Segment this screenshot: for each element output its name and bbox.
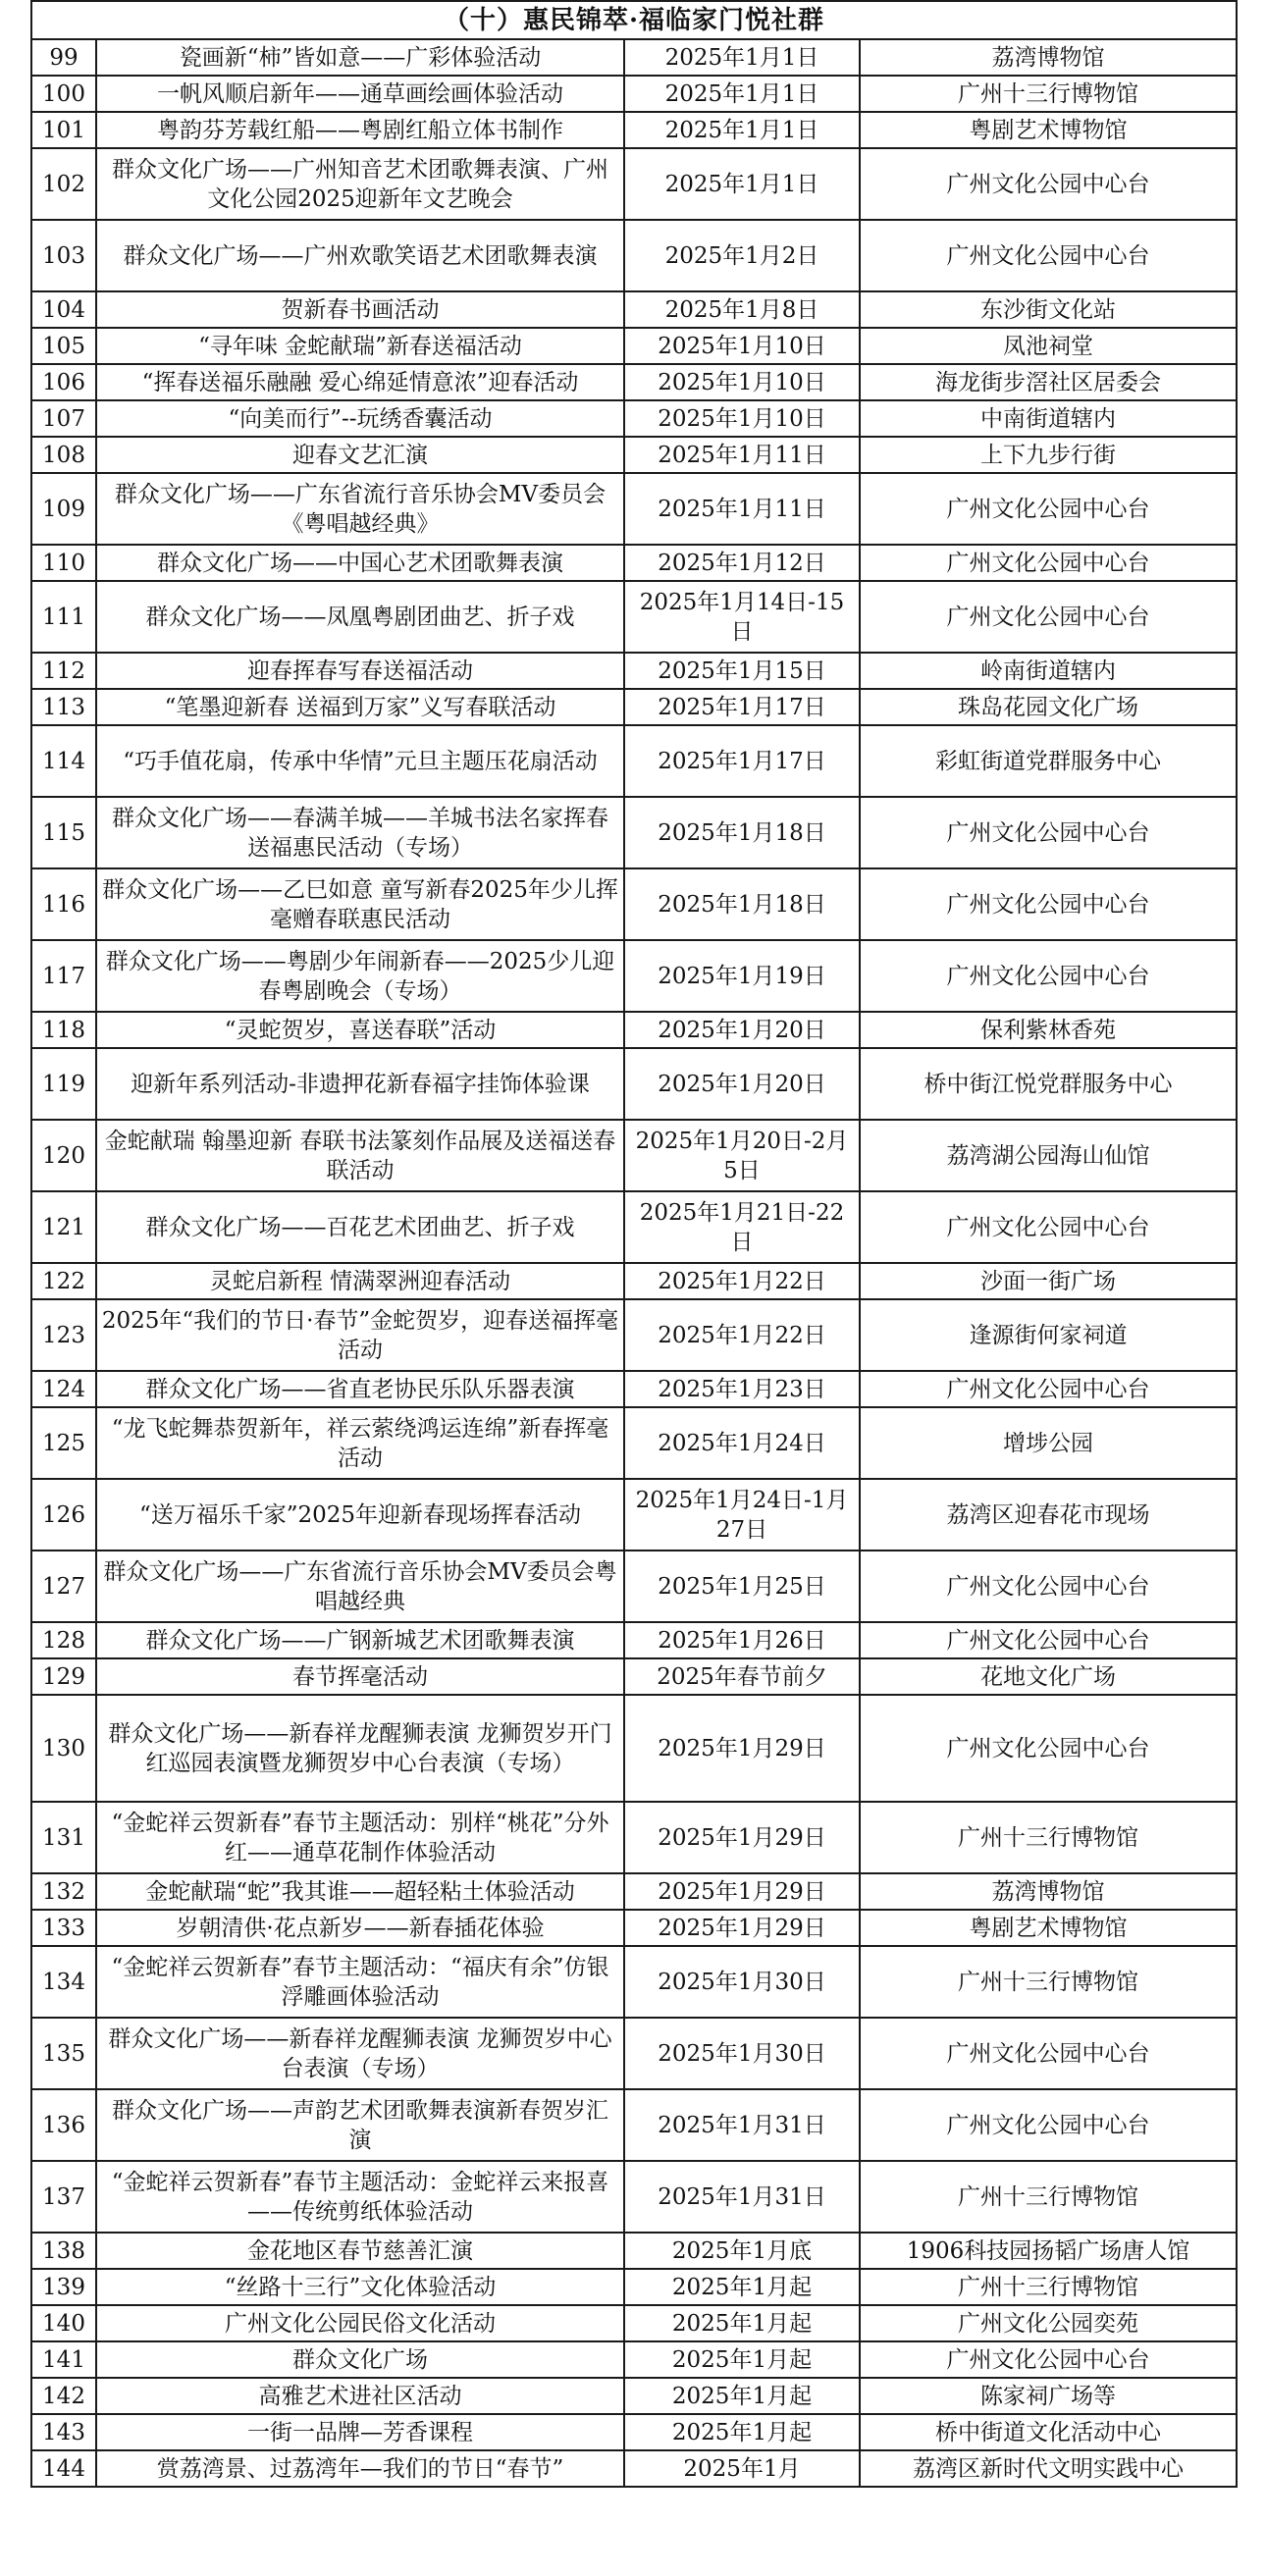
cell-date: 2025年1月25日	[624, 1551, 860, 1622]
cell-venue: 彩虹街道党群服务中心	[860, 725, 1237, 797]
cell-event-name: 群众文化广场——中国心艺术团歌舞表演	[96, 545, 624, 581]
cell-venue: 广州文化公园中心台	[860, 148, 1237, 220]
cell-date: 2025年1月起	[624, 2269, 860, 2305]
cell-number: 110	[31, 545, 96, 581]
cell-date: 2025年1月29日	[624, 1695, 860, 1802]
cell-number: 104	[31, 291, 96, 328]
cell-date: 2025年1月8日	[624, 291, 860, 328]
cell-date: 2025年1月21日-22日	[624, 1191, 860, 1263]
cell-event-name: “龙飞蛇舞恭贺新年，祥云萦绕鸿运连绵”新春挥毫活动	[96, 1407, 624, 1479]
table-row	[31, 2089, 1237, 2161]
table-row	[31, 2341, 1237, 2378]
cell-venue: 荔湾博物馆	[860, 39, 1237, 76]
cell-event-name: “笔墨迎新春 送福到万家”义写春联活动	[96, 689, 624, 725]
cell-date: 2025年1月起	[624, 2341, 860, 2378]
cell-venue: 广州十三行博物馆	[860, 2161, 1237, 2233]
cell-number: 133	[31, 1910, 96, 1946]
cell-date: 2025年1月底	[624, 2233, 860, 2269]
cell-event-name: 瓷画新“柿”皆如意——广彩体验活动	[96, 39, 624, 76]
cell-venue: 珠岛花园文化广场	[860, 689, 1237, 725]
table-row	[31, 2018, 1237, 2089]
cell-date: 2025年1月24日	[624, 1407, 860, 1479]
cell-date: 2025年1月23日	[624, 1371, 860, 1407]
cell-venue: 广州文化公园奕苑	[860, 2305, 1237, 2341]
cell-number: 105	[31, 328, 96, 364]
table-row	[31, 1622, 1237, 1658]
cell-number: 125	[31, 1407, 96, 1479]
cell-venue: 广州文化公园中心台	[860, 2341, 1237, 2378]
cell-venue: 广州文化公园中心台	[860, 220, 1237, 291]
cell-event-name: 群众文化广场——广州欢歌笑语艺术团歌舞表演	[96, 220, 624, 291]
cell-event-name: 群众文化广场——广钢新城艺术团歌舞表演	[96, 1622, 624, 1658]
cell-date: 2025年1月起	[624, 2305, 860, 2341]
table-row	[31, 39, 1237, 76]
event-schedule-sheet	[30, 0, 1236, 2488]
cell-number: 135	[31, 2018, 96, 2089]
cell-event-name: 群众文化广场——春满羊城——羊城书法名家挥春送福惠民活动（专场）	[96, 797, 624, 868]
cell-date: 2025年1月24日-1月27日	[624, 1479, 860, 1551]
cell-venue: 粤剧艺术博物馆	[860, 112, 1237, 148]
cell-date: 2025年1月10日	[624, 364, 860, 400]
table-row	[31, 2414, 1237, 2450]
cell-number: 113	[31, 689, 96, 725]
table-row	[31, 940, 1237, 1012]
cell-number: 128	[31, 1622, 96, 1658]
table-row	[31, 1551, 1237, 1622]
cell-number: 100	[31, 76, 96, 112]
cell-event-name: “寻年味 金蛇献瑞”新春送福活动	[96, 328, 624, 364]
cell-venue: 广州十三行博物馆	[860, 1802, 1237, 1873]
cell-number: 118	[31, 1012, 96, 1048]
cell-event-name: 群众文化广场——乙巳如意 童写新春2025年少儿挥毫赠春联惠民活动	[96, 868, 624, 940]
cell-event-name: 群众文化广场——省直老协民乐队乐器表演	[96, 1371, 624, 1407]
cell-event-name: 群众文化广场——粤剧少年闹新春——2025少儿迎春粤剧晚会（专场）	[96, 940, 624, 1012]
cell-date: 2025年1月2日	[624, 220, 860, 291]
cell-event-name: 一帆风顺启新年——通草画绘画体验活动	[96, 76, 624, 112]
cell-event-name: 一街一品牌—芳香课程	[96, 2414, 624, 2450]
cell-number: 139	[31, 2269, 96, 2305]
cell-event-name: 高雅艺术进社区活动	[96, 2378, 624, 2414]
cell-event-name: 群众文化广场——新春祥龙醒狮表演 龙狮贺岁中心台表演（专场）	[96, 2018, 624, 2089]
cell-venue: 桥中街江悦党群服务中心	[860, 1048, 1237, 1120]
cell-date: 2025年1月14日-15日	[624, 581, 860, 653]
cell-date: 2025年1月18日	[624, 868, 860, 940]
cell-event-name: 岁朝清供·花点新岁——新春插花体验	[96, 1910, 624, 1946]
cell-number: 120	[31, 1120, 96, 1191]
cell-venue: 广州文化公园中心台	[860, 1371, 1237, 1407]
cell-date: 2025年1月起	[624, 2414, 860, 2450]
cell-venue: 1906科技园扬韬广场唐人馆	[860, 2233, 1237, 2269]
table-row	[31, 1191, 1237, 1263]
section-title-row	[31, 1, 1237, 39]
table-row	[31, 1873, 1237, 1910]
table-row	[31, 400, 1237, 437]
cell-date: 2025年1月22日	[624, 1263, 860, 1299]
table-row	[31, 220, 1237, 291]
cell-number: 137	[31, 2161, 96, 2233]
cell-event-name: 群众文化广场——百花艺术团曲艺、折子戏	[96, 1191, 624, 1263]
cell-event-name: 赏荔湾景、过荔湾年—我们的节日“春节”	[96, 2450, 624, 2487]
cell-number: 132	[31, 1873, 96, 1910]
cell-event-name: 金蛇献瑞“蛇”我其谁——超轻粘土体验活动	[96, 1873, 624, 1910]
table-row	[31, 2450, 1237, 2487]
cell-event-name: 春节挥毫活动	[96, 1658, 624, 1695]
cell-venue: 广州文化公园中心台	[860, 797, 1237, 868]
table-row	[31, 364, 1237, 400]
cell-number: 140	[31, 2305, 96, 2341]
cell-number: 114	[31, 725, 96, 797]
table-row	[31, 1658, 1237, 1695]
cell-event-name: “巧手值花扇，传承中华情”元旦主题压花扇活动	[96, 725, 624, 797]
table-row	[31, 2378, 1237, 2414]
cell-date: 2025年1月20日	[624, 1012, 860, 1048]
event-table	[30, 0, 1238, 2488]
table-row	[31, 2269, 1237, 2305]
cell-venue: 广州文化公园中心台	[860, 2089, 1237, 2161]
cell-event-name: “送万福乐千家”2025年迎新春现场挥春活动	[96, 1479, 624, 1551]
cell-date: 2025年1月22日	[624, 1299, 860, 1371]
cell-event-name: “丝路十三行”文化体验活动	[96, 2269, 624, 2305]
cell-venue: 粤剧艺术博物馆	[860, 1910, 1237, 1946]
cell-venue: 中南街道辖内	[860, 400, 1237, 437]
cell-number: 141	[31, 2341, 96, 2378]
cell-event-name: 群众文化广场——声韵艺术团歌舞表演新春贺岁汇演	[96, 2089, 624, 2161]
cell-venue: 增埗公园	[860, 1407, 1237, 1479]
cell-number: 142	[31, 2378, 96, 2414]
cell-number: 138	[31, 2233, 96, 2269]
cell-event-name: 广州文化公园民俗文化活动	[96, 2305, 624, 2341]
cell-number: 126	[31, 1479, 96, 1551]
cell-venue: 桥中街道文化活动中心	[860, 2414, 1237, 2450]
table-row	[31, 689, 1237, 725]
table-row	[31, 868, 1237, 940]
table-row	[31, 1371, 1237, 1407]
cell-venue: 东沙街文化站	[860, 291, 1237, 328]
cell-date: 2025年1月30日	[624, 1946, 860, 2018]
table-row	[31, 1479, 1237, 1551]
cell-event-name: 粤韵芬芳载红船——粤剧红船立体书制作	[96, 112, 624, 148]
table-row	[31, 1802, 1237, 1873]
cell-venue: 广州文化公园中心台	[860, 1551, 1237, 1622]
cell-date: 2025年1月1日	[624, 76, 860, 112]
cell-number: 101	[31, 112, 96, 148]
cell-date: 2025年1月20日-2月5日	[624, 1120, 860, 1191]
cell-event-name: 金蛇献瑞 翰墨迎新 春联书法篆刻作品展及送福送春联活动	[96, 1120, 624, 1191]
table-row	[31, 1407, 1237, 1479]
cell-venue: 广州文化公园中心台	[860, 473, 1237, 545]
cell-number: 127	[31, 1551, 96, 1622]
cell-event-name: 迎春文艺汇演	[96, 437, 624, 473]
table-row	[31, 76, 1237, 112]
section-title: （十）惠民锦萃·福临家门悦社群	[31, 1, 1237, 39]
table-row	[31, 1120, 1237, 1191]
cell-venue: 荔湾湖公园海山仙馆	[860, 1120, 1237, 1191]
table-row	[31, 437, 1237, 473]
table-row	[31, 112, 1237, 148]
cell-date: 2025年1月29日	[624, 1802, 860, 1873]
cell-venue: 海龙街步滘社区居委会	[860, 364, 1237, 400]
table-row	[31, 1263, 1237, 1299]
cell-date: 2025年1月1日	[624, 112, 860, 148]
cell-venue: 广州文化公园中心台	[860, 581, 1237, 653]
cell-number: 112	[31, 653, 96, 689]
cell-number: 109	[31, 473, 96, 545]
cell-number: 111	[31, 581, 96, 653]
table-row	[31, 148, 1237, 220]
event-rows	[31, 39, 1237, 2487]
cell-event-name: 迎春挥春写春送福活动	[96, 653, 624, 689]
cell-venue: 保利紫林香苑	[860, 1012, 1237, 1048]
cell-venue: 沙面一街广场	[860, 1263, 1237, 1299]
cell-venue: 广州文化公园中心台	[860, 1622, 1237, 1658]
cell-venue: 陈家祠广场等	[860, 2378, 1237, 2414]
cell-number: 102	[31, 148, 96, 220]
cell-venue: 荔湾区新时代文明实践中心	[860, 2450, 1237, 2487]
cell-date: 2025年1月18日	[624, 797, 860, 868]
cell-date: 2025年1月11日	[624, 437, 860, 473]
cell-number: 116	[31, 868, 96, 940]
cell-number: 122	[31, 1263, 96, 1299]
cell-date: 2025年1月	[624, 2450, 860, 2487]
cell-number: 107	[31, 400, 96, 437]
table-row	[31, 291, 1237, 328]
table-row	[31, 2161, 1237, 2233]
cell-venue: 荔湾博物馆	[860, 1873, 1237, 1910]
cell-number: 115	[31, 797, 96, 868]
cell-date: 2025年1月19日	[624, 940, 860, 1012]
cell-venue: 花地文化广场	[860, 1658, 1237, 1695]
table-row	[31, 1910, 1237, 1946]
cell-number: 124	[31, 1371, 96, 1407]
table-row	[31, 653, 1237, 689]
cell-number: 134	[31, 1946, 96, 2018]
cell-number: 131	[31, 1802, 96, 1873]
cell-event-name: 群众文化广场——广东省流行音乐协会MV委员会粤唱越经典	[96, 1551, 624, 1622]
cell-date: 2025年春节前夕	[624, 1658, 860, 1695]
cell-date: 2025年1月30日	[624, 2018, 860, 2089]
cell-event-name: “金蛇祥云贺新春”春节主题活动：金蛇祥云来报喜——传统剪纸体验活动	[96, 2161, 624, 2233]
cell-date: 2025年1月1日	[624, 39, 860, 76]
cell-date: 2025年1月1日	[624, 148, 860, 220]
cell-number: 143	[31, 2414, 96, 2450]
table-row	[31, 1695, 1237, 1802]
cell-venue: 广州文化公园中心台	[860, 940, 1237, 1012]
table-row	[31, 581, 1237, 653]
cell-number: 121	[31, 1191, 96, 1263]
cell-number: 144	[31, 2450, 96, 2487]
cell-event-name: “向美而行”--玩绣香囊活动	[96, 400, 624, 437]
cell-event-name: 贺新春书画活动	[96, 291, 624, 328]
cell-number: 129	[31, 1658, 96, 1695]
cell-venue: 荔湾区迎春花市现场	[860, 1479, 1237, 1551]
cell-number: 123	[31, 1299, 96, 1371]
cell-date: 2025年1月10日	[624, 328, 860, 364]
table-row	[31, 545, 1237, 581]
cell-venue: 广州文化公园中心台	[860, 2018, 1237, 2089]
cell-venue: 广州十三行博物馆	[860, 1946, 1237, 2018]
cell-date: 2025年1月15日	[624, 653, 860, 689]
cell-date: 2025年1月起	[624, 2378, 860, 2414]
cell-venue: 广州文化公园中心台	[860, 868, 1237, 940]
cell-number: 130	[31, 1695, 96, 1802]
cell-date: 2025年1月26日	[624, 1622, 860, 1658]
table-row	[31, 328, 1237, 364]
cell-date: 2025年1月11日	[624, 473, 860, 545]
cell-event-name: 灵蛇启新程 情满翠洲迎春活动	[96, 1263, 624, 1299]
table-row	[31, 473, 1237, 545]
cell-event-name: “灵蛇贺岁，喜送春联”活动	[96, 1012, 624, 1048]
table-row	[31, 1299, 1237, 1371]
cell-event-name: 群众文化广场——广州知音艺术团歌舞表演、广州文化公园2025迎新年文艺晚会	[96, 148, 624, 220]
cell-event-name: “挥春送福乐融融 爱心绵延情意浓”迎春活动	[96, 364, 624, 400]
cell-venue: 广州文化公园中心台	[860, 1695, 1237, 1802]
table-row	[31, 797, 1237, 868]
cell-event-name: “金蛇祥云贺新春”春节主题活动：别样“桃花”分外红——通草花制作体验活动	[96, 1802, 624, 1873]
cell-number: 117	[31, 940, 96, 1012]
cell-venue: 逢源街何家祠道	[860, 1299, 1237, 1371]
cell-number: 106	[31, 364, 96, 400]
cell-venue: 广州十三行博物馆	[860, 2269, 1237, 2305]
cell-event-name: “金蛇祥云贺新春”春节主题活动：“福庆有余”仿银浮雕画体验活动	[96, 1946, 624, 2018]
table-row	[31, 1946, 1237, 2018]
cell-event-name: 群众文化广场	[96, 2341, 624, 2378]
cell-event-name: 群众文化广场——广东省流行音乐协会MV委员会《粤唱越经典》	[96, 473, 624, 545]
cell-date: 2025年1月29日	[624, 1910, 860, 1946]
cell-number: 119	[31, 1048, 96, 1120]
cell-number: 108	[31, 437, 96, 473]
table-row	[31, 2305, 1237, 2341]
cell-date: 2025年1月17日	[624, 725, 860, 797]
cell-venue: 上下九步行街	[860, 437, 1237, 473]
cell-date: 2025年1月31日	[624, 2161, 860, 2233]
cell-venue: 岭南街道辖内	[860, 653, 1237, 689]
table-row	[31, 1012, 1237, 1048]
table-row	[31, 725, 1237, 797]
cell-date: 2025年1月10日	[624, 400, 860, 437]
table-row	[31, 1048, 1237, 1120]
cell-venue: 广州文化公园中心台	[860, 545, 1237, 581]
cell-event-name: 2025年“我们的节日·春节”金蛇贺岁，迎春送福挥毫活动	[96, 1299, 624, 1371]
cell-number: 103	[31, 220, 96, 291]
cell-venue: 凤池祠堂	[860, 328, 1237, 364]
cell-event-name: 金花地区春节慈善汇演	[96, 2233, 624, 2269]
cell-number: 99	[31, 39, 96, 76]
cell-date: 2025年1月31日	[624, 2089, 860, 2161]
cell-venue: 广州文化公园中心台	[860, 1191, 1237, 1263]
cell-number: 136	[31, 2089, 96, 2161]
cell-event-name: 群众文化广场——凤凰粤剧团曲艺、折子戏	[96, 581, 624, 653]
table-row	[31, 2233, 1237, 2269]
cell-date: 2025年1月20日	[624, 1048, 860, 1120]
cell-date: 2025年1月29日	[624, 1873, 860, 1910]
cell-event-name: 迎新年系列活动-非遗押花新春福字挂饰体验课	[96, 1048, 624, 1120]
cell-venue: 广州十三行博物馆	[860, 76, 1237, 112]
cell-event-name: 群众文化广场——新春祥龙醒狮表演 龙狮贺岁开门红巡园表演暨龙狮贺岁中心台表演（专场）	[96, 1695, 624, 1802]
cell-date: 2025年1月12日	[624, 545, 860, 581]
cell-date: 2025年1月17日	[624, 689, 860, 725]
